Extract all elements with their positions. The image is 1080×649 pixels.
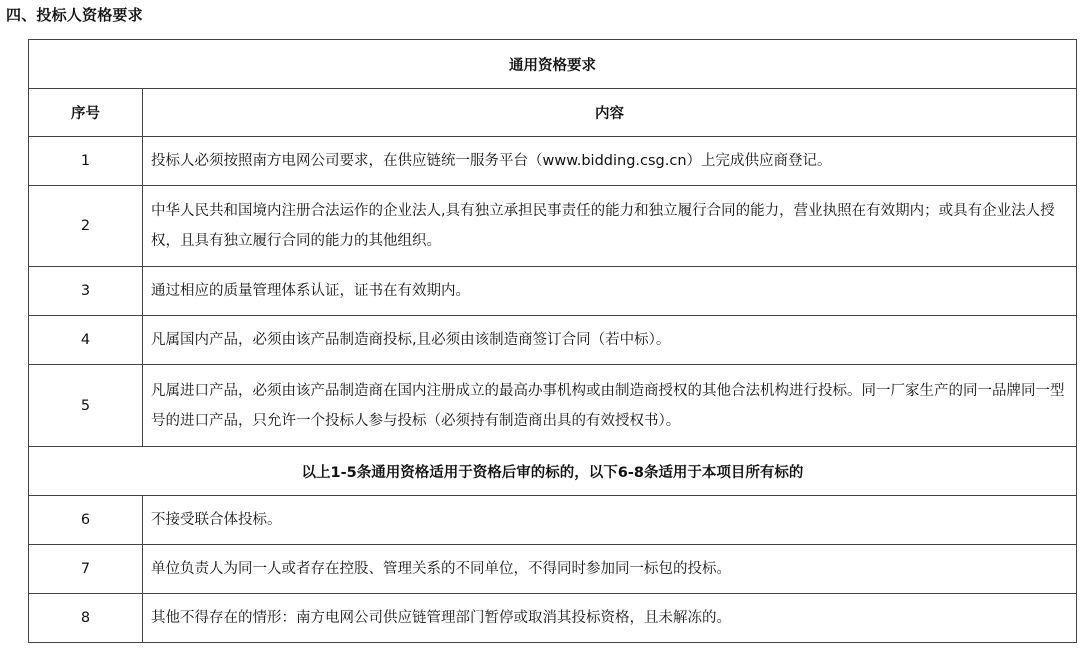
row-content: 中华人民共和国境内注册合法运作的企业法人,具有独立承担民事责任的能力和独立履行合同的能力，营业执照在有效期内；或具有企业法人授权，且具有独立履行合同的能力的其他组织。 bbox=[143, 186, 1077, 267]
qualification-table bbox=[28, 39, 1077, 643]
table-note: 以上1-5条通用资格适用于资格后审的标的，以下6-8条适用于本项目所有标的 bbox=[29, 447, 1077, 496]
table-row bbox=[29, 137, 1077, 186]
row-number: 8 bbox=[29, 594, 143, 643]
row-content: 其他不得存在的情形：南方电网公司供应链管理部门暂停或取消其投标资格，且未解冻的。 bbox=[143, 594, 1077, 643]
row-content: 凡属国内产品，必须由该产品制造商投标,且必须由该制造商签订合同（若中标）。 bbox=[143, 316, 1077, 365]
table-row bbox=[29, 594, 1077, 643]
table-title: 通用资格要求 bbox=[29, 40, 1077, 89]
header-content: 内容 bbox=[143, 89, 1077, 137]
table-row bbox=[29, 186, 1077, 267]
row-number: 7 bbox=[29, 545, 143, 594]
row-number: 6 bbox=[29, 496, 143, 545]
table-row bbox=[29, 267, 1077, 316]
row-content: 凡属进口产品，必须由该产品制造商在国内注册成立的最高办事机构或由制造商授权的其他合法机构进行投标。同一厂家生产的同一品牌同一型号的进口产品，只允许一个投标人参与投标（必须持有制造商出具的有效授权书）。 bbox=[143, 365, 1077, 447]
table-row bbox=[29, 316, 1077, 365]
row-content: 不接受联合体投标。 bbox=[143, 496, 1077, 545]
table-note-row bbox=[29, 447, 1077, 496]
row-content: 投标人必须按照南方电网公司要求，在供应链统一服务平台（www.bidding.csg.cn）上完成供应商登记。 bbox=[143, 137, 1077, 186]
table-title-row bbox=[29, 40, 1077, 89]
table-header-row bbox=[29, 89, 1077, 137]
row-content: 单位负责人为同一人或者存在控股、管理关系的不同单位，不得同时参加同一标包的投标。 bbox=[143, 545, 1077, 594]
row-number: 2 bbox=[29, 186, 143, 267]
row-number: 4 bbox=[29, 316, 143, 365]
section-title: 四、投标人资格要求 bbox=[6, 6, 143, 24]
row-number: 5 bbox=[29, 365, 143, 447]
table-row bbox=[29, 545, 1077, 594]
header-num: 序号 bbox=[29, 89, 143, 137]
table-row bbox=[29, 365, 1077, 447]
row-number: 1 bbox=[29, 137, 143, 186]
row-content: 通过相应的质量管理体系认证，证书在有效期内。 bbox=[143, 267, 1077, 316]
table-row bbox=[29, 496, 1077, 545]
row-number: 3 bbox=[29, 267, 143, 316]
